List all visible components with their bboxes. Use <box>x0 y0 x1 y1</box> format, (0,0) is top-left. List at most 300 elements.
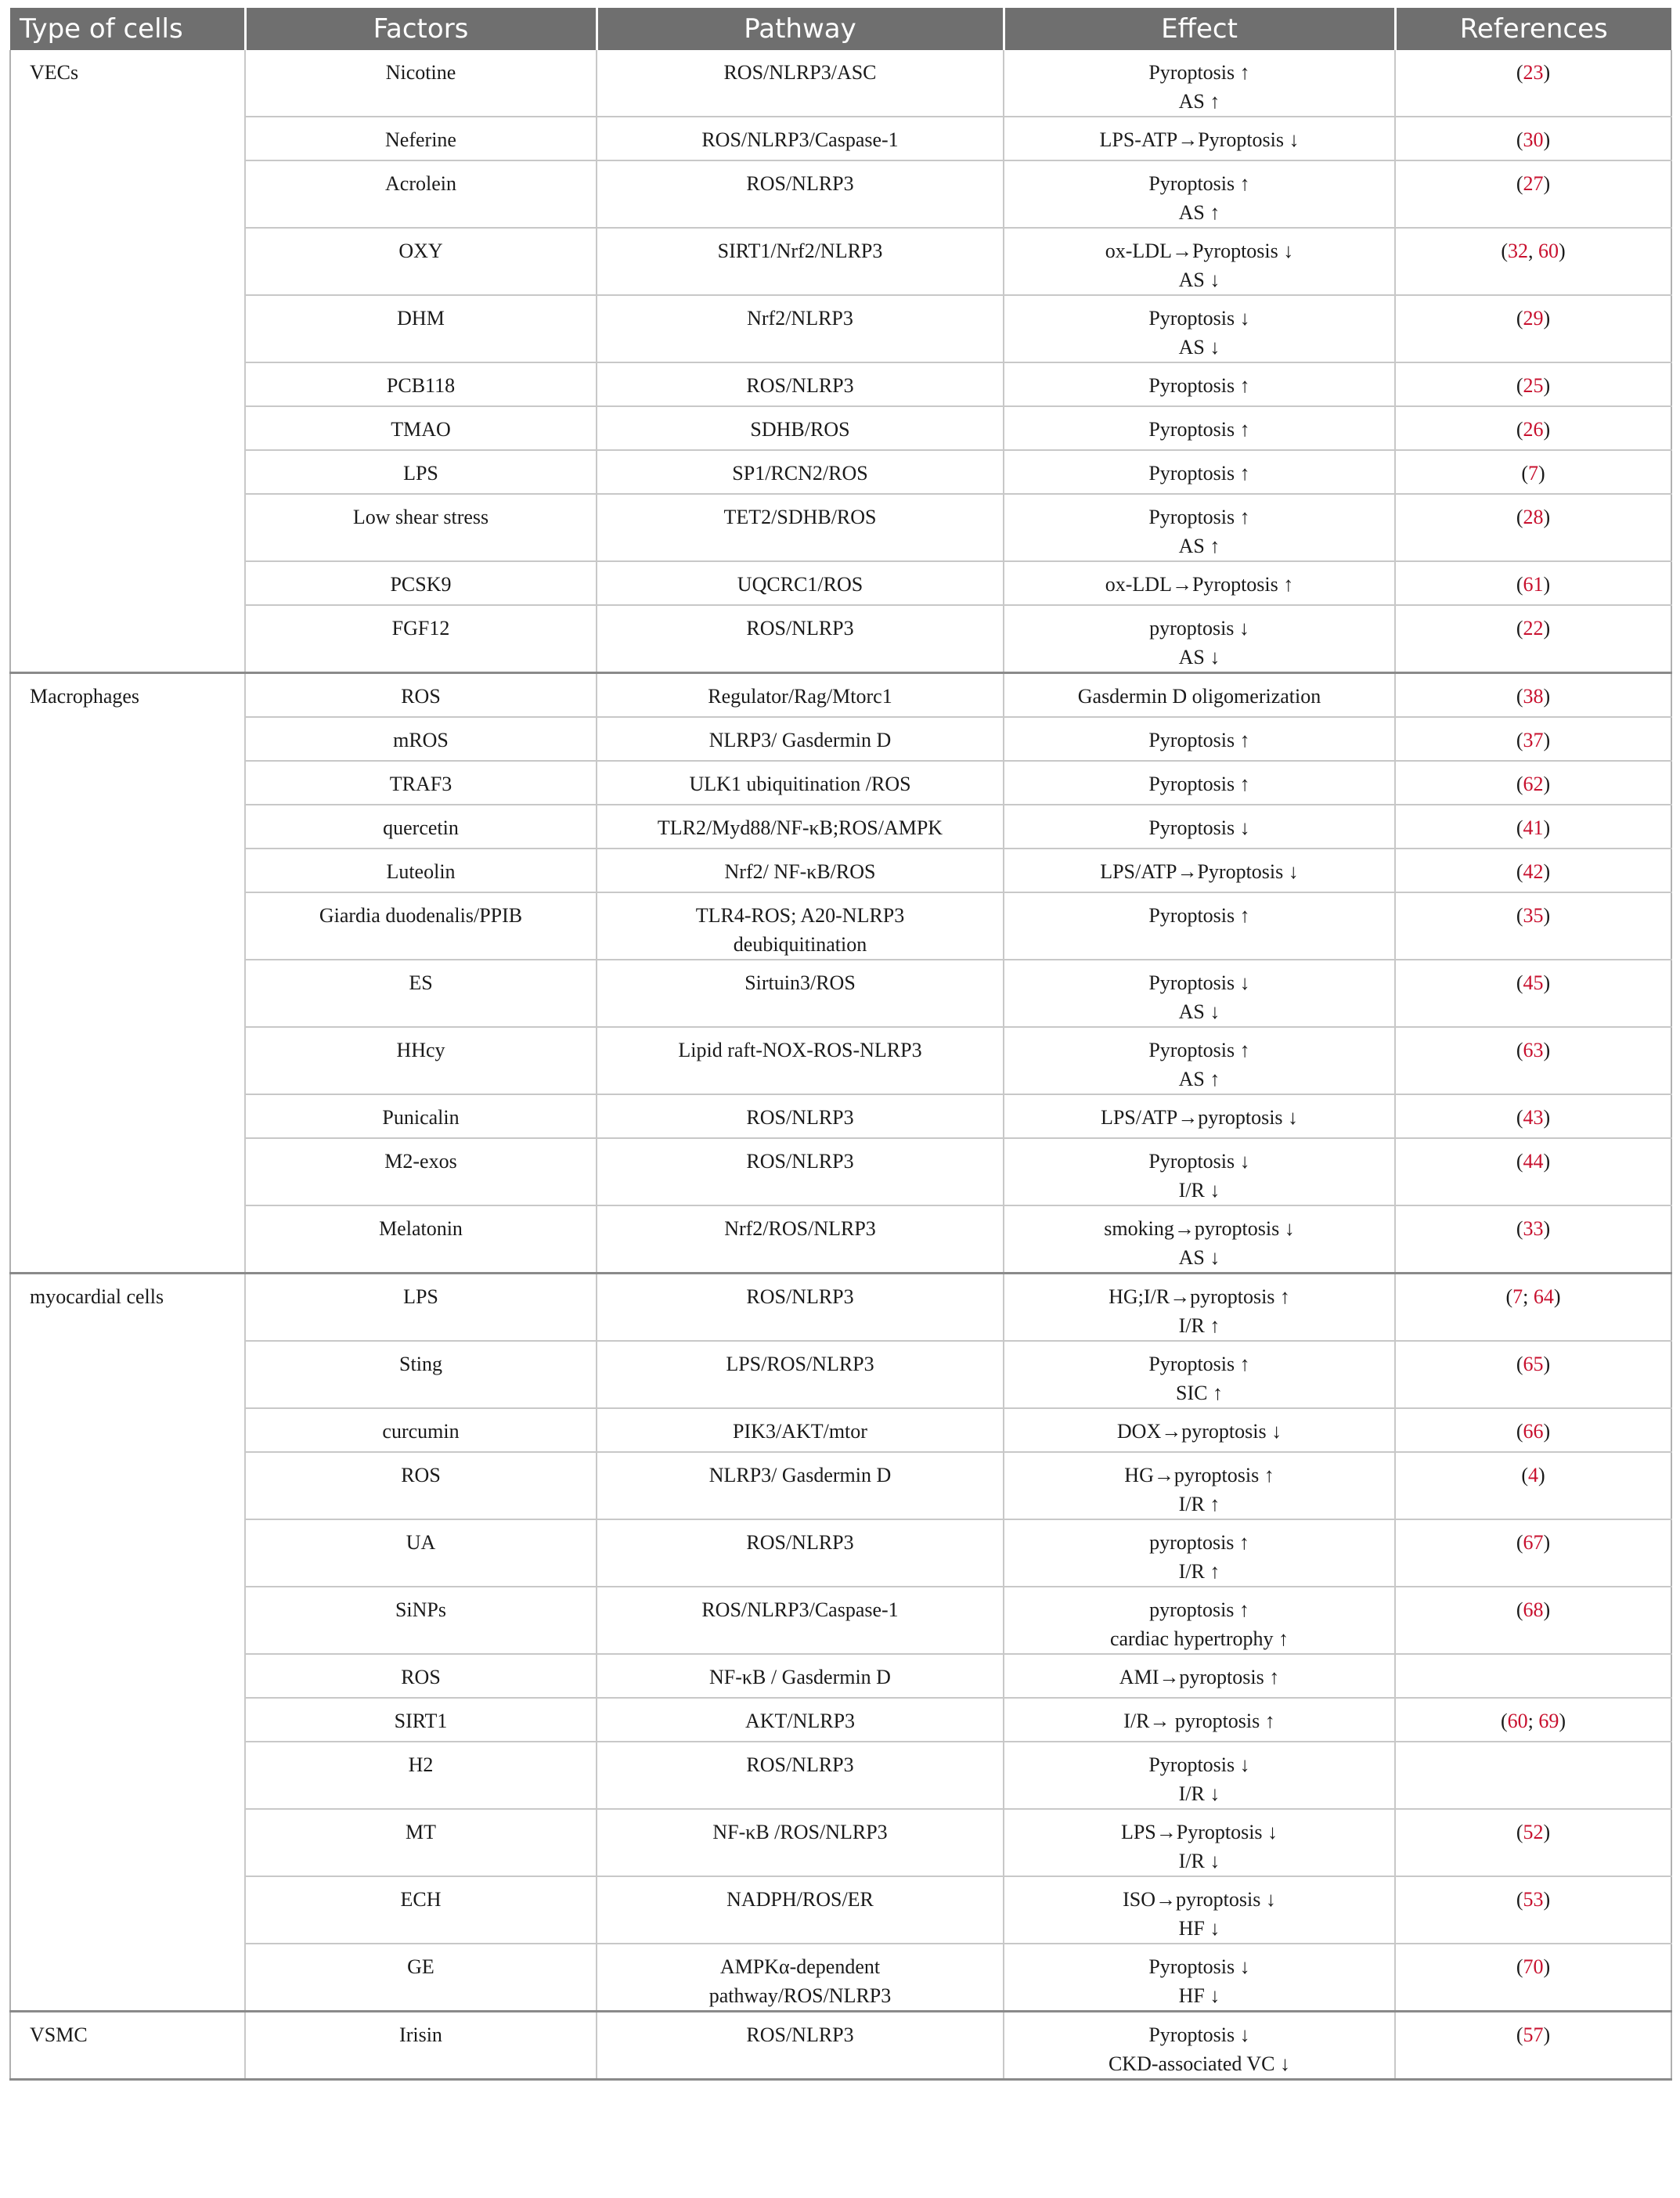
effect-line: ISO→pyroptosis ↓ <box>1123 1887 1276 1911</box>
table-row <box>10 960 1671 1027</box>
pathway-cell <box>597 160 1004 228</box>
table-row <box>10 228 1671 295</box>
reference-link[interactable]: 53 <box>1523 1887 1544 1911</box>
table-row <box>10 849 1671 892</box>
ref-open-paren: ( <box>1516 1530 1523 1554</box>
reference-link[interactable]: 30 <box>1523 128 1544 151</box>
references-cell <box>1395 1273 1671 1341</box>
pathway-cell <box>597 1094 1004 1138</box>
pathway-line: ROS/NLRP3 <box>746 1105 854 1129</box>
effect-cell <box>1004 1876 1395 1944</box>
factor-cell: PCSK9 <box>245 561 597 605</box>
pathway-line: ROS/NLRP3 <box>746 1149 854 1173</box>
header-references: References <box>1395 8 1671 50</box>
ref-open-paren: ( <box>1505 1285 1513 1308</box>
effect-line: AS ↓ <box>1178 268 1220 291</box>
ref-open-paren: ( <box>1516 859 1523 883</box>
table-row <box>10 1698 1671 1742</box>
effect-cell <box>1004 1809 1395 1876</box>
references-cell <box>1395 2011 1671 2079</box>
pyroptosis-table-container <box>9 8 1671 2081</box>
effect-cell <box>1004 1519 1395 1587</box>
factor-cell: Luteolin <box>245 849 597 892</box>
effect-line: SIC ↑ <box>1176 1381 1223 1404</box>
ref-close-paren: ) <box>1543 1820 1551 1843</box>
ref-close-paren: ) <box>1543 506 1551 528</box>
effect-line: AS ↑ <box>1178 90 1220 113</box>
effect-line: HG→pyroptosis ↑ <box>1124 1463 1274 1486</box>
ref-open-paren: ( <box>1521 462 1528 485</box>
reference-link[interactable]: 70 <box>1523 1955 1544 1978</box>
ref-open-paren: ( <box>1516 1598 1523 1621</box>
references-cell <box>1395 117 1671 160</box>
ref-close-paren: ) <box>1543 685 1551 708</box>
pathway-line: NF-κB / Gasdermin D <box>709 1665 891 1688</box>
ref-open-paren: ( <box>1516 1216 1523 1240</box>
reference-link[interactable]: 33 <box>1523 1216 1544 1240</box>
factor-cell: Melatonin <box>245 1205 597 1274</box>
table-row <box>10 761 1671 805</box>
effect-line: LPS-ATP→Pyroptosis ↓ <box>1099 128 1300 151</box>
effect-line: DOX→pyroptosis ↓ <box>1116 1419 1282 1443</box>
references-cell <box>1395 1138 1671 1205</box>
effect-cell <box>1004 561 1395 605</box>
factor-cell: Nicotine <box>245 50 597 117</box>
effect-cell <box>1004 605 1395 673</box>
pathway-line: PIK3/AKT/mtor <box>733 1419 867 1443</box>
pathway-cell <box>597 605 1004 673</box>
pathway-line: Sirtuin3/ROS <box>744 971 856 994</box>
table-row <box>10 1341 1671 1408</box>
ref-open-paren: ( <box>1516 685 1523 708</box>
references-cell <box>1395 892 1671 960</box>
ref-close-paren: ) <box>1543 859 1551 883</box>
factor-cell: LPS <box>245 1273 597 1341</box>
factor-cell: Punicalin <box>245 1094 597 1138</box>
pathway-line: ROS/NLRP3 <box>746 617 854 640</box>
effect-line: I/R→ pyroptosis ↑ <box>1123 1709 1275 1732</box>
reference-link[interactable]: 23 <box>1523 61 1544 84</box>
ref-close-paren: ) <box>1543 1598 1551 1621</box>
reference-link[interactable]: 66 <box>1523 1419 1544 1443</box>
pathway-line: ULK1 ubiquitination /ROS <box>689 772 911 795</box>
effect-line: AMI→pyroptosis ↑ <box>1119 1665 1280 1688</box>
reference-link[interactable]: 35 <box>1523 903 1544 927</box>
pathway-line: NLRP3/ Gasdermin D <box>708 728 892 751</box>
reference-link[interactable]: 64 <box>1533 1285 1554 1308</box>
table-row <box>10 1273 1671 1341</box>
ref-close-paren: ) <box>1543 816 1551 839</box>
ref-close-paren: ) <box>1543 1955 1551 1978</box>
reference-link[interactable]: 25 <box>1523 374 1544 397</box>
header-effect: Effect <box>1004 8 1395 50</box>
references-cell <box>1395 1452 1671 1519</box>
effect-line: Gasdermin D oligomerization <box>1077 685 1321 708</box>
pathway-cell <box>597 1408 1004 1452</box>
table-row <box>10 1654 1671 1698</box>
effect-line: Pyroptosis ↑ <box>1148 61 1250 84</box>
pathway-line: Nrf2/ NF-κB/ROS <box>724 859 876 883</box>
factor-cell: LPS <box>245 450 597 494</box>
pathway-cell <box>597 1587 1004 1654</box>
reference-link[interactable]: 60 <box>1507 1709 1528 1732</box>
table-row <box>10 50 1671 117</box>
reference-link[interactable]: 7 <box>1528 462 1538 485</box>
effect-line: Pyroptosis ↑ <box>1148 462 1250 485</box>
table-row <box>10 295 1671 362</box>
ref-open-paren: ( <box>1516 506 1523 528</box>
pathway-cell <box>597 228 1004 295</box>
cell-type-label: VECs <box>10 50 245 673</box>
effect-line: LPS/ATP→Pyroptosis ↓ <box>1100 859 1299 883</box>
effect-line: Pyroptosis ↓ <box>1148 2023 1250 2046</box>
ref-close-paren: ) <box>1538 1463 1545 1486</box>
pathway-line: Nrf2/ROS/NLRP3 <box>724 1216 876 1240</box>
table-row <box>10 1519 1671 1587</box>
effect-cell <box>1004 494 1395 561</box>
reference-link[interactable]: 63 <box>1523 1038 1544 1061</box>
factor-cell: FGF12 <box>245 605 597 673</box>
ref-open-paren: ( <box>1516 418 1523 441</box>
ref-close-paren: ) <box>1543 903 1551 927</box>
pathway-cell <box>597 1027 1004 1094</box>
effect-line: HG;I/R→pyroptosis ↑ <box>1109 1285 1290 1308</box>
references-cell <box>1395 1027 1671 1094</box>
pathway-line: LPS/ROS/NLRP3 <box>726 1352 874 1375</box>
effect-cell <box>1004 1138 1395 1205</box>
pathway-cell <box>597 1273 1004 1341</box>
effect-cell <box>1004 717 1395 761</box>
effect-line: cardiac hypertrophy ↑ <box>1109 1627 1289 1650</box>
effect-cell <box>1004 1654 1395 1698</box>
effect-cell <box>1004 1341 1395 1408</box>
pathway-cell <box>597 1452 1004 1519</box>
factor-cell: MT <box>245 1809 597 1876</box>
references-cell <box>1395 50 1671 117</box>
table-row <box>10 1944 1671 2012</box>
reference-link[interactable]: 27 <box>1523 172 1544 195</box>
reference-link[interactable]: 4 <box>1528 1463 1538 1486</box>
factor-cell: curcumin <box>245 1408 597 1452</box>
pathway-cell <box>597 450 1004 494</box>
reference-link[interactable]: 44 <box>1523 1149 1544 1173</box>
reference-link[interactable]: 60 <box>1538 240 1559 262</box>
effect-line: Pyroptosis ↓ <box>1148 1149 1250 1173</box>
ref-open-paren: ( <box>1516 1149 1523 1173</box>
effect-line: Pyroptosis ↓ <box>1148 1753 1250 1776</box>
ref-open-paren: ( <box>1516 61 1523 84</box>
reference-link[interactable]: 7 <box>1512 1285 1523 1308</box>
reference-link[interactable]: 22 <box>1523 617 1544 640</box>
effect-line: Pyroptosis ↑ <box>1148 1352 1250 1375</box>
pathway-cell <box>597 1742 1004 1809</box>
references-cell <box>1395 1698 1671 1742</box>
ref-close-paren: ) <box>1543 418 1551 441</box>
pathway-line: NF-κB /ROS/NLRP3 <box>712 1820 888 1843</box>
effect-cell <box>1004 160 1395 228</box>
table-row <box>10 1587 1671 1654</box>
effect-line: AS ↓ <box>1178 336 1220 359</box>
reference-link[interactable]: 52 <box>1523 1820 1544 1843</box>
effect-cell <box>1004 362 1395 406</box>
references-cell <box>1395 362 1671 406</box>
reference-link[interactable]: 65 <box>1523 1352 1544 1375</box>
reference-link[interactable]: 29 <box>1523 307 1544 330</box>
factor-cell: Sting <box>245 1341 597 1408</box>
ref-open-paren: ( <box>1516 816 1523 839</box>
references-cell <box>1395 1341 1671 1408</box>
effect-cell <box>1004 1944 1395 2012</box>
effect-line: Pyroptosis ↑ <box>1148 728 1250 751</box>
pathway-line: ROS/NLRP3 <box>746 172 854 195</box>
effect-line: ox-LDL→Pyroptosis ↓ <box>1105 240 1294 262</box>
ref-open-paren: ( <box>1516 1820 1523 1843</box>
table-row <box>10 2011 1671 2079</box>
effect-line: Pyroptosis ↑ <box>1148 1038 1250 1061</box>
references-cell <box>1395 1654 1671 1698</box>
pathway-line: AMPKα-dependent <box>719 1955 881 1978</box>
ref-open-paren: ( <box>1516 1038 1523 1061</box>
factor-cell: Acrolein <box>245 160 597 228</box>
reference-link[interactable]: 28 <box>1523 506 1544 528</box>
effect-line: AS ↓ <box>1178 1000 1220 1023</box>
references-cell <box>1395 673 1671 717</box>
reference-link[interactable]: 57 <box>1523 2023 1544 2046</box>
table-row <box>10 1205 1671 1274</box>
effect-cell <box>1004 960 1395 1027</box>
pathway-line: ROS/NLRP3/Caspase-1 <box>701 1598 899 1621</box>
ref-open-paren: ( <box>1516 1352 1523 1375</box>
ref-close-paren: ) <box>1543 1105 1551 1129</box>
factor-cell: quercetin <box>245 805 597 849</box>
table-row <box>10 673 1671 717</box>
reference-link[interactable]: 69 <box>1538 1709 1559 1732</box>
ref-close-paren: ) <box>1543 1149 1551 1173</box>
header-row <box>10 8 1671 50</box>
ref-separator: ; <box>1527 1709 1539 1732</box>
ref-open-paren: ( <box>1516 172 1523 195</box>
ref-close-paren: ) <box>1559 240 1566 262</box>
factor-cell: GE <box>245 1944 597 2012</box>
effect-cell <box>1004 892 1395 960</box>
reference-link[interactable]: 32 <box>1508 240 1528 262</box>
effect-cell <box>1004 849 1395 892</box>
ref-close-paren: ) <box>1553 1285 1561 1308</box>
effect-line: HF ↓ <box>1178 1916 1220 1940</box>
factor-cell: HHcy <box>245 1027 597 1094</box>
table-row <box>10 892 1671 960</box>
pathway-cell <box>597 2011 1004 2079</box>
table-body <box>10 50 1671 2079</box>
effect-line: Pyroptosis ↓ <box>1148 1955 1250 1978</box>
reference-link[interactable]: 41 <box>1523 816 1544 839</box>
ref-open-paren: ( <box>1516 1105 1523 1129</box>
references-cell <box>1395 494 1671 561</box>
effect-cell <box>1004 1742 1395 1809</box>
factor-cell: TMAO <box>245 406 597 450</box>
effect-line: Pyroptosis ↑ <box>1148 506 1250 528</box>
factor-cell: UA <box>245 1519 597 1587</box>
factor-cell: SiNPs <box>245 1587 597 1654</box>
effect-line: Pyroptosis ↓ <box>1148 816 1250 839</box>
cell-type-label: VSMC <box>10 2011 245 2079</box>
reference-link[interactable]: 68 <box>1523 1598 1544 1621</box>
effect-line: Pyroptosis ↑ <box>1148 172 1250 195</box>
effect-cell <box>1004 1273 1395 1341</box>
pathway-line: deubiquitination <box>733 932 867 956</box>
pyroptosis-table <box>9 8 1672 2081</box>
references-cell <box>1395 1587 1671 1654</box>
references-cell <box>1395 160 1671 228</box>
effect-line: I/R ↑ <box>1178 1313 1220 1337</box>
header-factors: Factors <box>245 8 597 50</box>
pathway-line: TLR2/Myd88/NF-κB;ROS/AMPK <box>657 816 943 839</box>
factor-cell: M2-exos <box>245 1138 597 1205</box>
effect-line: LPS→Pyroptosis ↓ <box>1120 1820 1278 1843</box>
pathway-line: Nrf2/NLRP3 <box>747 307 853 330</box>
effect-line: Pyroptosis ↑ <box>1148 374 1250 397</box>
effect-line: smoking→pyroptosis ↓ <box>1104 1216 1295 1240</box>
ref-open-paren: ( <box>1516 1955 1523 1978</box>
table-row <box>10 1027 1671 1094</box>
ref-open-paren: ( <box>1500 1709 1508 1732</box>
ref-close-paren: ) <box>1543 573 1551 596</box>
references-cell <box>1395 960 1671 1027</box>
pathway-cell <box>597 1205 1004 1274</box>
effect-cell <box>1004 761 1395 805</box>
table-row <box>10 1408 1671 1452</box>
effect-line: Pyroptosis ↓ <box>1148 307 1250 330</box>
pathway-line: TET2/SDHB/ROS <box>723 506 877 528</box>
ref-open-paren: ( <box>1521 1463 1528 1486</box>
header-type-of-cells: Type of cells <box>10 8 245 50</box>
reference-link[interactable]: 45 <box>1523 971 1544 994</box>
reference-link[interactable]: 26 <box>1523 418 1544 441</box>
table-row <box>10 1876 1671 1944</box>
pathway-cell <box>597 117 1004 160</box>
references-cell <box>1395 605 1671 673</box>
effect-line: AS ↓ <box>1178 1245 1220 1269</box>
pathway-line: SIRT1/Nrf2/NLRP3 <box>717 240 883 262</box>
ref-open-paren: ( <box>1516 1887 1523 1911</box>
factor-cell: OXY <box>245 228 597 295</box>
effect-cell <box>1004 228 1395 295</box>
reference-link[interactable]: 42 <box>1523 859 1544 883</box>
reference-link[interactable]: 61 <box>1523 573 1544 596</box>
ref-close-paren: ) <box>1543 617 1551 640</box>
pathway-cell <box>597 1138 1004 1205</box>
ref-close-paren: ) <box>1543 728 1551 751</box>
effect-cell <box>1004 117 1395 160</box>
effect-line: AS ↓ <box>1178 646 1220 668</box>
factor-cell: SIRT1 <box>245 1698 597 1742</box>
ref-open-paren: ( <box>1516 617 1523 640</box>
effect-cell <box>1004 406 1395 450</box>
table-row <box>10 1094 1671 1138</box>
factor-cell: ECH <box>245 1876 597 1944</box>
cell-type-label: Macrophages <box>10 673 245 1274</box>
factor-cell: Irisin <box>245 2011 597 2079</box>
reference-link[interactable]: 38 <box>1523 685 1544 708</box>
table-row <box>10 1452 1671 1519</box>
factor-cell: Low shear stress <box>245 494 597 561</box>
pathway-line: ROS/NLRP3/Caspase-1 <box>701 128 899 151</box>
factor-cell: PCB118 <box>245 362 597 406</box>
effect-cell <box>1004 1587 1395 1654</box>
effect-cell <box>1004 1027 1395 1094</box>
ref-open-paren: ( <box>1516 128 1523 151</box>
ref-open-paren: ( <box>1516 728 1523 751</box>
references-cell <box>1395 295 1671 362</box>
pathway-cell <box>597 805 1004 849</box>
effect-cell <box>1004 450 1395 494</box>
factor-cell: ES <box>245 960 597 1027</box>
effect-cell <box>1004 1408 1395 1452</box>
ref-close-paren: ) <box>1538 462 1545 485</box>
reference-link[interactable]: 67 <box>1523 1530 1544 1554</box>
ref-open-paren: ( <box>1516 573 1523 596</box>
pathway-line: AKT/NLRP3 <box>744 1709 856 1732</box>
pathway-line: Lipid raft-NOX-ROS-NLRP3 <box>678 1038 922 1061</box>
table-row <box>10 160 1671 228</box>
references-cell <box>1395 228 1671 295</box>
pathway-cell <box>597 1809 1004 1876</box>
effect-line: pyroptosis ↑ <box>1149 1530 1249 1554</box>
effect-line: I/R ↓ <box>1178 1782 1220 1805</box>
cell-type-label: myocardial cells <box>10 1273 245 2011</box>
references-cell <box>1395 1094 1671 1138</box>
ref-close-paren: ) <box>1543 1419 1551 1443</box>
factor-cell: Giardia duodenalis/PPIB <box>245 892 597 960</box>
factor-cell: ROS <box>245 1654 597 1698</box>
references-cell <box>1395 1408 1671 1452</box>
references-cell <box>1395 1205 1671 1274</box>
reference-link[interactable]: 37 <box>1523 728 1544 751</box>
effect-cell <box>1004 1094 1395 1138</box>
table-row <box>10 450 1671 494</box>
pathway-line: pathway/ROS/NLRP3 <box>708 1984 892 2007</box>
ref-close-paren: ) <box>1543 1216 1551 1240</box>
ref-open-paren: ( <box>1516 307 1523 330</box>
header-pathway: Pathway <box>597 8 1004 50</box>
factor-cell: mROS <box>245 717 597 761</box>
ref-separator: ; <box>1523 1285 1534 1308</box>
pathway-line: ROS/NLRP3 <box>746 374 854 397</box>
reference-link[interactable]: 62 <box>1523 772 1544 795</box>
reference-link[interactable]: 43 <box>1523 1105 1544 1129</box>
effect-line: I/R ↓ <box>1178 1849 1220 1872</box>
ref-close-paren: ) <box>1543 772 1551 795</box>
ref-open-paren: ( <box>1516 1419 1523 1443</box>
pathway-cell <box>597 673 1004 717</box>
effect-line: AS ↑ <box>1178 1067 1220 1090</box>
references-cell <box>1395 1809 1671 1876</box>
pathway-cell <box>597 1944 1004 2012</box>
effect-cell <box>1004 50 1395 117</box>
pathway-cell <box>597 561 1004 605</box>
table-row <box>10 1742 1671 1809</box>
pathway-line: Regulator/Rag/Mtorc1 <box>708 685 892 708</box>
effect-line: AS ↑ <box>1178 201 1220 224</box>
ref-close-paren: ) <box>1559 1709 1566 1732</box>
effect-line: AS ↑ <box>1178 535 1220 557</box>
pathway-line: SDHB/ROS <box>750 418 850 441</box>
ref-separator: , <box>1528 240 1538 262</box>
references-cell <box>1395 406 1671 450</box>
effect-cell <box>1004 1698 1395 1742</box>
pathway-line: NADPH/ROS/ER <box>726 1887 874 1911</box>
references-cell <box>1395 561 1671 605</box>
